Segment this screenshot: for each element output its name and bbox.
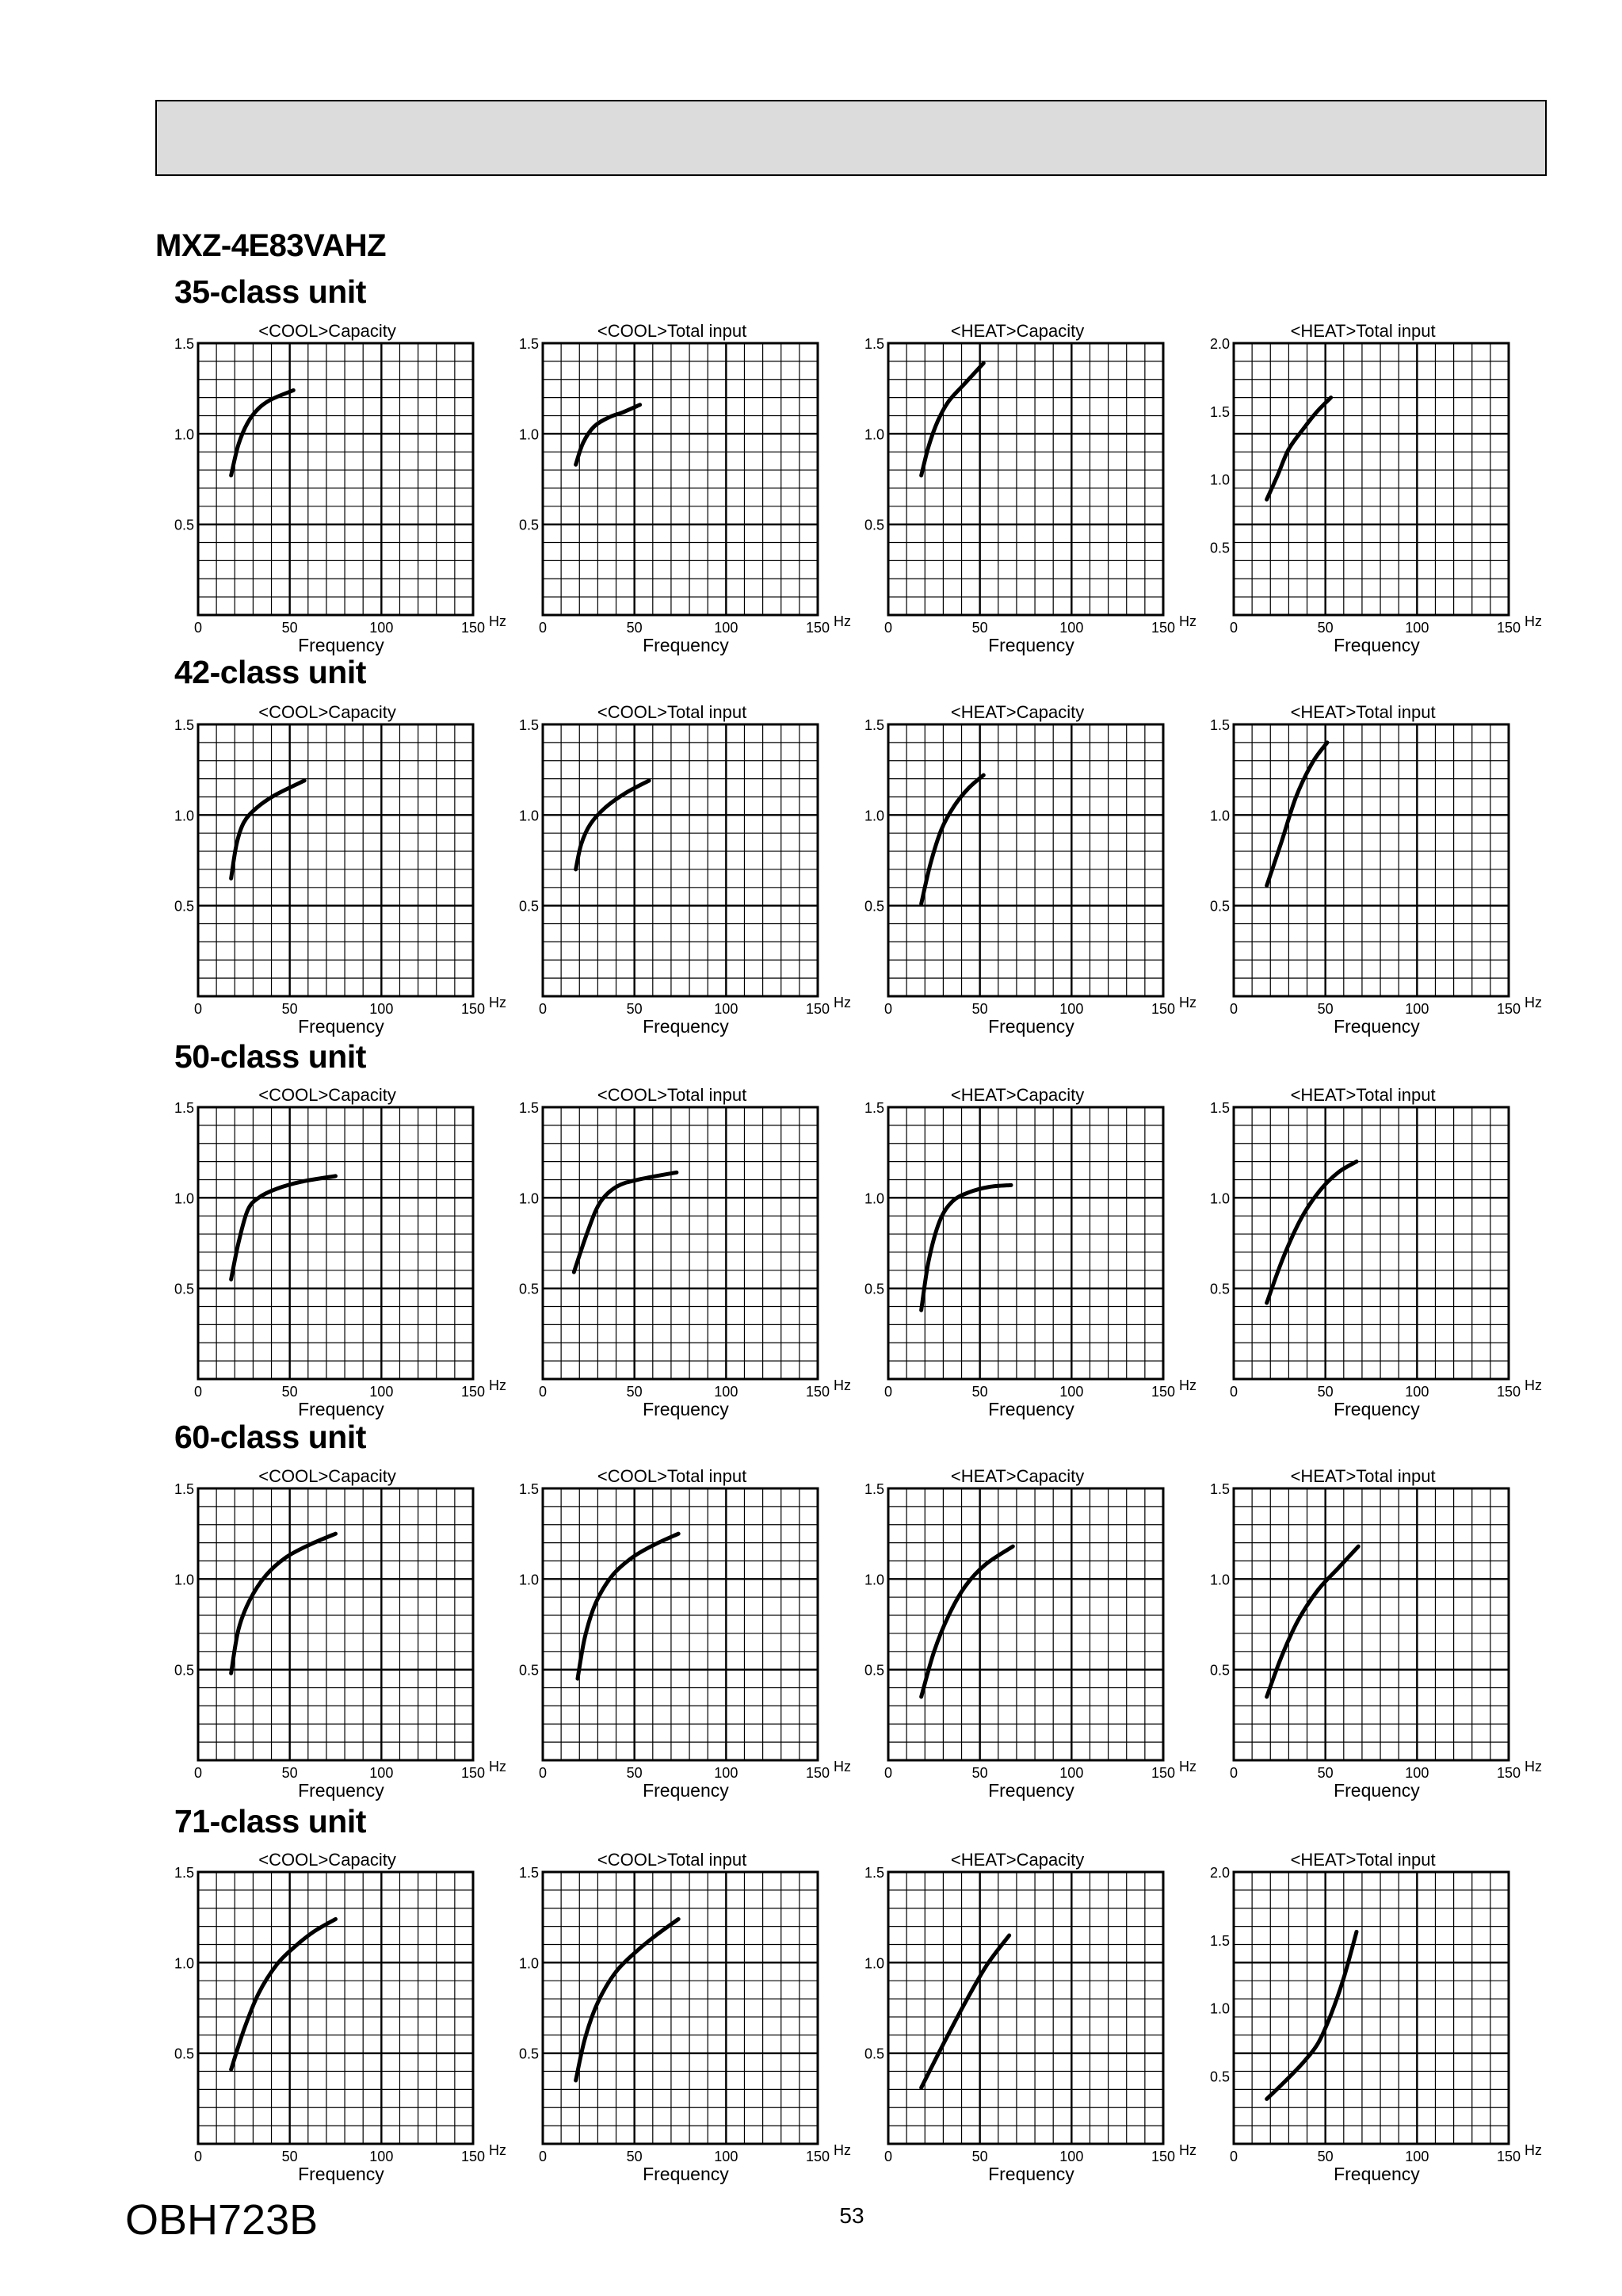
minor-gridlines [198, 1872, 473, 2144]
chart-4-1 [519, 1850, 851, 2184]
chart-title: <COOL>Capacity [258, 702, 396, 722]
chart-title: <COOL>Capacity [258, 321, 396, 341]
x-tick-label: 50 [1317, 1765, 1334, 1781]
x-tick-label: 100 [714, 2149, 738, 2164]
y-tick-label: 1.5 [174, 1481, 194, 1497]
x-tick-label: 100 [1059, 1001, 1084, 1017]
x-tick-label: 150 [1496, 620, 1521, 636]
y-tick-label: 1.5 [174, 717, 194, 733]
x-tick-label: 50 [1317, 1001, 1334, 1017]
x-tick-label: 0 [538, 1384, 548, 1400]
x-axis-label: Frequency [643, 1016, 729, 1037]
chart-title: <HEAT>Capacity [950, 321, 1085, 341]
y-tick-label: 0.5 [1209, 540, 1230, 556]
x-tick-label: 100 [1405, 1765, 1429, 1781]
chart-2-3 [1210, 1085, 1542, 1419]
x-axis-label: Frequency [988, 1016, 1074, 1037]
x-tick-label: 100 [369, 620, 394, 636]
x-tick-label: 0 [884, 1001, 893, 1017]
x-unit-label: Hz [1525, 613, 1542, 629]
x-tick-label: 150 [460, 1384, 486, 1400]
x-tick-label: 50 [971, 1001, 988, 1017]
doc-code: OBH723B [125, 2196, 319, 2244]
y-tick-label: 1.0 [1209, 808, 1230, 824]
chart-1-3 [1210, 702, 1542, 1037]
x-tick-label: 150 [1151, 1001, 1176, 1017]
chart-3-1 [519, 1466, 851, 1801]
y-tick-label: 1.0 [518, 1572, 539, 1588]
minor-gridlines [888, 1107, 1163, 1379]
plot-frame [888, 343, 1163, 615]
y-tick-label: 1.5 [518, 336, 539, 352]
x-unit-label: Hz [1179, 1759, 1196, 1775]
minor-gridlines [198, 724, 473, 996]
x-unit-label: Hz [489, 1377, 506, 1393]
chart-4-0 [174, 1850, 506, 2184]
x-axis-label: Frequency [643, 635, 729, 655]
x-unit-label: Hz [1179, 613, 1196, 629]
x-unit-label: Hz [834, 613, 851, 629]
x-tick-label: 150 [1496, 1765, 1521, 1781]
x-tick-label: 100 [369, 1384, 394, 1400]
major-gridlines [543, 343, 818, 615]
y-tick-label: 0.5 [174, 517, 194, 533]
x-tick-label: 100 [714, 1001, 738, 1017]
plot-frame [888, 1488, 1163, 1760]
minor-gridlines [198, 343, 473, 615]
x-tick-label: 50 [626, 1765, 643, 1781]
x-tick-label: 0 [1229, 620, 1238, 636]
plot-frame [1234, 1872, 1509, 2144]
y-tick-label: 1.5 [864, 1481, 884, 1497]
y-tick-label: 1.5 [864, 1865, 884, 1881]
x-unit-label: Hz [1525, 1759, 1542, 1775]
x-tick-label: 0 [538, 620, 548, 636]
y-tick-label: 0.5 [1209, 898, 1230, 915]
minor-gridlines [888, 343, 1163, 615]
major-gridlines [543, 724, 818, 996]
x-tick-label: 150 [805, 620, 830, 636]
x-axis-label: Frequency [298, 1780, 384, 1801]
x-tick-label: 0 [1229, 2149, 1238, 2164]
chart-title: <COOL>Capacity [258, 1850, 396, 1870]
section-title: 71-class unit [174, 1803, 366, 1839]
y-tick-label: 1.0 [864, 1190, 884, 1207]
chart-title: <COOL>Capacity [258, 1085, 396, 1105]
y-tick-label: 0.5 [864, 1281, 884, 1297]
y-tick-label: 0.5 [174, 2046, 194, 2062]
x-tick-label: 100 [714, 620, 738, 636]
chart-0-0 [174, 321, 506, 655]
chart-title: <HEAT>Total input [1290, 321, 1436, 341]
y-tick-label: 1.5 [1209, 1932, 1230, 1949]
x-unit-label: Hz [1179, 995, 1196, 1010]
x-unit-label: Hz [1525, 1377, 1542, 1393]
x-axis-label: Frequency [643, 1780, 729, 1801]
chart-title: <COOL>Total input [597, 321, 747, 341]
plot-frame [543, 724, 818, 996]
x-tick-label: 150 [805, 2149, 830, 2164]
x-unit-label: Hz [489, 995, 506, 1010]
chart-title: <HEAT>Total input [1290, 702, 1436, 722]
chart-0-3 [1210, 321, 1542, 655]
y-tick-label: 1.5 [1209, 403, 1230, 420]
section-title: 60-class unit [174, 1419, 366, 1455]
y-tick-label: 1.0 [174, 808, 194, 824]
chart-title: <HEAT>Total input [1290, 1466, 1436, 1486]
x-tick-label: 100 [1405, 1384, 1429, 1400]
minor-gridlines [888, 1488, 1163, 1760]
y-tick-label: 1.5 [518, 717, 539, 733]
series-curve [576, 1919, 679, 2080]
major-gridlines [1234, 1872, 1509, 2144]
x-tick-label: 0 [1229, 1765, 1238, 1781]
y-tick-label: 1.5 [518, 1481, 539, 1497]
x-unit-label: Hz [1525, 995, 1542, 1010]
x-tick-label: 0 [884, 1384, 893, 1400]
chart-title: <COOL>Total input [597, 1466, 747, 1486]
x-unit-label: Hz [489, 1759, 506, 1775]
x-tick-label: 50 [281, 1765, 298, 1781]
x-tick-label: 100 [714, 1765, 738, 1781]
y-tick-label: 1.0 [864, 1955, 884, 1972]
y-tick-label: 0.5 [518, 1281, 539, 1297]
y-tick-label: 0.5 [864, 517, 884, 533]
x-unit-label: Hz [834, 2142, 851, 2158]
x-tick-label: 0 [538, 2149, 548, 2164]
x-tick-label: 100 [369, 2149, 394, 2164]
y-tick-label: 0.5 [864, 898, 884, 915]
chart-2-1 [519, 1085, 851, 1419]
chart-2-2 [864, 1085, 1196, 1419]
series-curve [231, 1176, 336, 1279]
y-tick-label: 0.5 [864, 1662, 884, 1679]
minor-gridlines [1234, 1107, 1509, 1379]
x-tick-label: 100 [1405, 2149, 1429, 2164]
x-axis-label: Frequency [298, 1016, 384, 1037]
x-tick-label: 0 [538, 1765, 548, 1781]
x-tick-label: 150 [1151, 1765, 1176, 1781]
y-tick-label: 1.0 [518, 1955, 539, 1972]
plot-frame [543, 343, 818, 615]
y-tick-label: 1.5 [518, 1100, 539, 1116]
minor-gridlines [1234, 1872, 1509, 2144]
minor-gridlines [543, 1488, 818, 1760]
chart-1-2 [864, 702, 1196, 1037]
x-unit-label: Hz [834, 1377, 851, 1393]
y-tick-label: 1.0 [518, 808, 539, 824]
major-gridlines [1234, 1488, 1509, 1760]
x-tick-label: 50 [281, 1001, 298, 1017]
x-tick-label: 150 [1496, 1384, 1521, 1400]
y-tick-label: 0.5 [1209, 1281, 1230, 1297]
major-gridlines [888, 1872, 1163, 2144]
x-tick-label: 50 [626, 2149, 643, 2164]
series-curve [1267, 1931, 1357, 2099]
y-tick-label: 1.5 [864, 717, 884, 733]
x-tick-label: 0 [193, 2149, 203, 2164]
series-curve [922, 1185, 1011, 1310]
minor-gridlines [543, 1872, 818, 2144]
section-title: 35-class unit [174, 273, 366, 310]
y-tick-label: 1.0 [1209, 2000, 1230, 2017]
y-tick-label: 1.5 [864, 1100, 884, 1116]
x-axis-label: Frequency [298, 1399, 384, 1419]
x-tick-label: 50 [281, 2149, 298, 2164]
x-tick-label: 150 [1496, 2149, 1521, 2164]
y-tick-label: 1.5 [864, 336, 884, 352]
y-tick-label: 1.5 [518, 1865, 539, 1881]
x-tick-label: 100 [1059, 1384, 1084, 1400]
x-tick-label: 50 [626, 1001, 643, 1017]
x-tick-label: 0 [1229, 1001, 1238, 1017]
chart-4-3 [1210, 1850, 1542, 2184]
chart-3-3 [1210, 1466, 1542, 1801]
y-tick-label: 1.0 [864, 426, 884, 443]
y-tick-label: 1.0 [1209, 472, 1230, 488]
series-curve [574, 1172, 677, 1272]
y-tick-label: 1.0 [518, 1190, 539, 1207]
x-tick-label: 100 [714, 1384, 738, 1400]
y-tick-label: 1.5 [174, 1100, 194, 1116]
x-tick-label: 150 [460, 2149, 486, 2164]
series-curve [1267, 1162, 1357, 1303]
x-tick-label: 0 [193, 1001, 203, 1017]
x-tick-label: 50 [971, 1384, 988, 1400]
x-axis-label: Frequency [988, 1780, 1074, 1801]
series-curve [922, 1935, 1009, 2088]
chart-3-0 [174, 1466, 506, 1801]
x-tick-label: 50 [971, 2149, 988, 2164]
x-tick-label: 150 [460, 1765, 486, 1781]
x-unit-label: Hz [834, 995, 851, 1010]
x-unit-label: Hz [1525, 2142, 1542, 2158]
plot-frame [1234, 1107, 1509, 1379]
major-gridlines [198, 1872, 473, 2144]
y-tick-label: 0.5 [1209, 2069, 1230, 2085]
x-tick-label: 0 [884, 1765, 893, 1781]
x-tick-label: 50 [281, 1384, 298, 1400]
x-axis-label: Frequency [298, 2164, 384, 2184]
chart-title: <HEAT>Total input [1290, 1085, 1436, 1105]
x-tick-label: 50 [971, 620, 988, 636]
x-tick-label: 100 [1059, 2149, 1084, 2164]
x-unit-label: Hz [834, 1759, 851, 1775]
series-curve [922, 1546, 1013, 1697]
y-tick-label: 2.0 [1209, 336, 1230, 352]
chart-title: <COOL>Total input [597, 702, 747, 722]
x-axis-label: Frequency [1334, 1780, 1420, 1801]
y-tick-label: 0.5 [174, 1662, 194, 1679]
x-unit-label: Hz [1179, 1377, 1196, 1393]
chart-1-0 [174, 702, 506, 1037]
plot-frame [543, 1488, 818, 1760]
major-gridlines [888, 1488, 1163, 1760]
plot-frame [888, 1872, 1163, 2144]
x-tick-label: 0 [884, 2149, 893, 2164]
major-gridlines [543, 1488, 818, 1760]
y-tick-label: 1.0 [1209, 1190, 1230, 1207]
chart-title: <COOL>Total input [597, 1085, 747, 1105]
x-axis-label: Frequency [988, 1399, 1074, 1419]
x-tick-label: 100 [1059, 620, 1084, 636]
chart-title: <COOL>Total input [597, 1850, 747, 1870]
x-tick-label: 150 [805, 1384, 830, 1400]
x-axis-label: Frequency [1334, 1399, 1420, 1419]
plot-frame [543, 1872, 818, 2144]
y-tick-label: 0.5 [1209, 1662, 1230, 1679]
chart-title: <HEAT>Capacity [950, 1850, 1085, 1870]
x-tick-label: 150 [1151, 620, 1176, 636]
plot-frame [888, 1107, 1163, 1379]
x-unit-label: Hz [489, 2142, 506, 2158]
chart-0-2 [864, 321, 1196, 655]
y-tick-label: 1.0 [174, 1190, 194, 1207]
y-tick-label: 1.5 [174, 336, 194, 352]
chart-1-1 [519, 702, 851, 1037]
series-curve [231, 1534, 336, 1673]
x-tick-label: 150 [805, 1001, 830, 1017]
x-tick-label: 0 [193, 1765, 203, 1781]
y-tick-label: 1.5 [1209, 717, 1230, 733]
chart-0-1 [519, 321, 851, 655]
x-tick-label: 100 [369, 1765, 394, 1781]
section-title: 42-class unit [174, 654, 366, 690]
y-tick-label: 0.5 [518, 898, 539, 915]
y-tick-label: 1.0 [518, 426, 539, 443]
x-tick-label: 50 [1317, 620, 1334, 636]
chart-4-2 [864, 1850, 1196, 2184]
x-axis-label: Frequency [1334, 2164, 1420, 2184]
x-axis-label: Frequency [1334, 635, 1420, 655]
major-gridlines [888, 343, 1163, 615]
x-axis-label: Frequency [643, 1399, 729, 1419]
y-tick-label: 1.5 [1209, 1481, 1230, 1497]
major-gridlines [888, 1107, 1163, 1379]
major-gridlines [198, 343, 473, 615]
series-curve [231, 781, 305, 878]
x-tick-label: 50 [626, 620, 643, 636]
x-tick-label: 100 [1405, 620, 1429, 636]
plot-frame [198, 1872, 473, 2144]
series-curve [576, 781, 650, 869]
major-gridlines [1234, 1107, 1509, 1379]
series-curve [922, 363, 984, 476]
x-tick-label: 50 [1317, 2149, 1334, 2164]
x-unit-label: Hz [489, 613, 506, 629]
chart-3-2 [864, 1466, 1196, 1801]
x-axis-label: Frequency [643, 2164, 729, 2184]
x-tick-label: 150 [1151, 2149, 1176, 2164]
y-tick-label: 1.0 [174, 1572, 194, 1588]
y-tick-label: 0.5 [518, 517, 539, 533]
x-tick-label: 50 [281, 620, 298, 636]
x-tick-label: 150 [1151, 1384, 1176, 1400]
x-tick-label: 0 [884, 620, 893, 636]
chart-title: <HEAT>Total input [1290, 1850, 1436, 1870]
x-tick-label: 50 [626, 1384, 643, 1400]
major-gridlines [543, 1872, 818, 2144]
minor-gridlines [888, 1872, 1163, 2144]
x-tick-label: 100 [1059, 1765, 1084, 1781]
x-tick-label: 150 [460, 1001, 486, 1017]
plot-frame [1234, 1488, 1509, 1760]
y-tick-label: 1.5 [1209, 1100, 1230, 1116]
y-tick-label: 0.5 [174, 898, 194, 915]
x-tick-label: 50 [1317, 1384, 1334, 1400]
model-title: MXZ-4E83VAHZ [155, 228, 387, 263]
chart-title: <HEAT>Capacity [950, 1466, 1085, 1486]
x-tick-label: 150 [805, 1765, 830, 1781]
series-curve [1267, 1546, 1359, 1697]
y-tick-label: 0.5 [174, 1281, 194, 1297]
y-tick-label: 1.5 [174, 1865, 194, 1881]
y-tick-label: 1.0 [174, 1955, 194, 1972]
x-tick-label: 150 [460, 620, 486, 636]
x-tick-label: 0 [193, 620, 203, 636]
series-curve [1267, 398, 1331, 500]
minor-gridlines [543, 343, 818, 615]
series-curve [922, 775, 984, 904]
plot-frame [198, 724, 473, 996]
x-tick-label: 0 [193, 1384, 203, 1400]
section-title: 50-class unit [174, 1038, 366, 1075]
chart-title: <COOL>Capacity [258, 1466, 396, 1486]
chart-2-0 [174, 1085, 506, 1419]
x-tick-label: 50 [971, 1765, 988, 1781]
page-number: 53 [839, 2203, 864, 2228]
series-curve [578, 1534, 678, 1679]
y-tick-label: 1.0 [864, 808, 884, 824]
y-tick-label: 1.0 [174, 426, 194, 443]
x-axis-label: Frequency [1334, 1016, 1420, 1037]
x-tick-label: 150 [1496, 1001, 1521, 1017]
chart-title: <HEAT>Capacity [950, 702, 1085, 722]
x-tick-label: 0 [1229, 1384, 1238, 1400]
y-tick-label: 2.0 [1209, 1865, 1230, 1881]
x-tick-label: 0 [538, 1001, 548, 1017]
x-axis-label: Frequency [988, 2164, 1074, 2184]
y-tick-label: 1.0 [864, 1572, 884, 1588]
plot-frame [198, 343, 473, 615]
y-tick-label: 0.5 [864, 2046, 884, 2062]
y-tick-label: 0.5 [518, 2046, 539, 2062]
x-tick-label: 100 [369, 1001, 394, 1017]
y-tick-label: 0.5 [518, 1662, 539, 1679]
x-axis-label: Frequency [988, 635, 1074, 655]
x-unit-label: Hz [1179, 2142, 1196, 2158]
y-tick-label: 1.0 [1209, 1572, 1230, 1588]
minor-gridlines [1234, 1488, 1509, 1760]
minor-gridlines [543, 724, 818, 996]
chart-title: <HEAT>Capacity [950, 1085, 1085, 1105]
x-tick-label: 100 [1405, 1001, 1429, 1017]
major-gridlines [198, 724, 473, 996]
x-axis-label: Frequency [298, 635, 384, 655]
series-curve [231, 1919, 336, 2069]
